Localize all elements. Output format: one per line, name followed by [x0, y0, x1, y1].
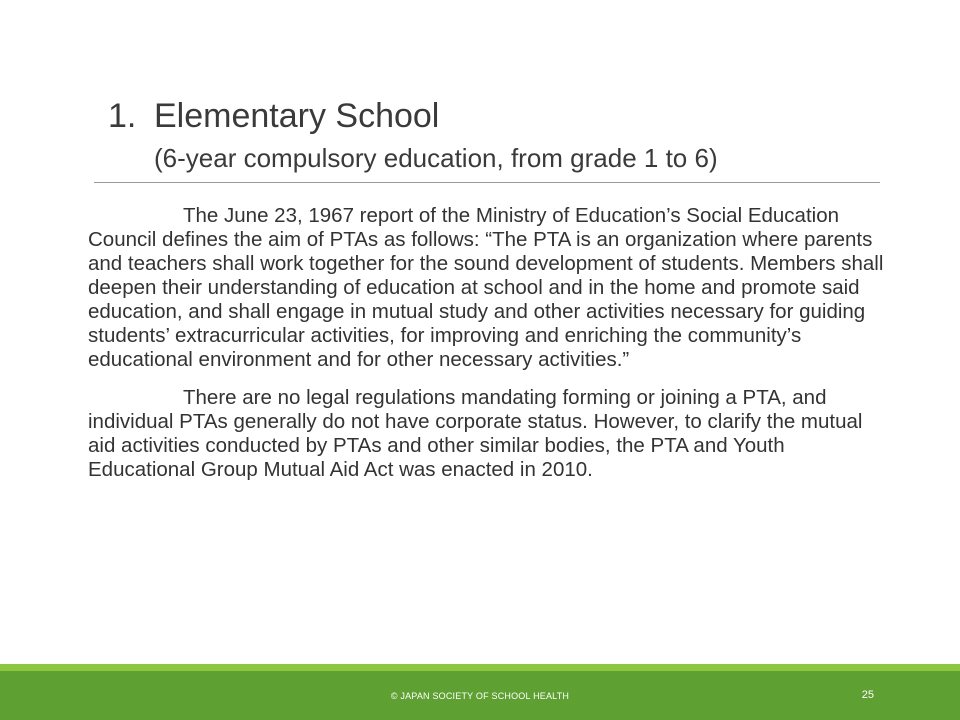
title-subtitle: (6-year compulsory education, from grade 1 to 6) [154, 143, 718, 173]
body-content [88, 204, 888, 496]
footer-copyright: © JAPAN SOCIETY OF SCHOOL HEALTH [390, 691, 570, 701]
body-paragraph: The June 23, 1967 report of the Ministry of Education’s Social Education Council defines the aim of PTAs as follows: “The PTA is an organization where parents and teachers shall work together for the sound development of students. Members shall deepen their understanding of education at school and in the home and promote said education, and shall engage in mutual study and other activities necessary for guiding students’ extracurricular activities, for improving and enriching the community’s educational environment and for other necessary activities.” [88, 204, 884, 371]
body-paragraph: There are no legal regulations mandating forming or joining a PTA, and individual PTAs generally do not have corporate status. However, to clarify the mutual aid activities conducted by PTAs and other similar bodies, the PTA and Youth Educational Group Mutual Aid Act was enacted in 2010. [88, 386, 863, 481]
footer-accent-strip [0, 664, 960, 671]
title-main: Elementary School [154, 97, 440, 135]
slide-title [108, 96, 888, 174]
title-main-line [108, 96, 888, 136]
page-number: 25 [861, 689, 874, 701]
footer-bar [0, 671, 960, 720]
title-number: 1. [108, 97, 137, 135]
title-divider [94, 182, 880, 183]
